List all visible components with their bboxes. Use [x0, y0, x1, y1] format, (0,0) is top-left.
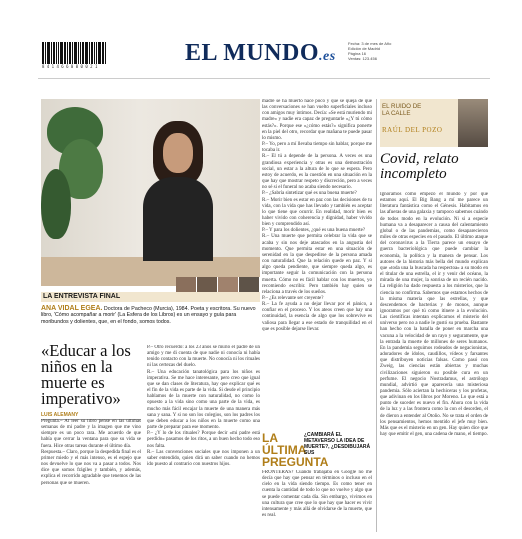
interviewee-name: ANA VIDAL EGEA.	[41, 305, 103, 312]
paragraph: FRONTERAS? Cuando trabajaba en Google no me decía que hay que pensar en términos o incluso en el cielo en la vida siendo tiempo. Es como tener en cuenta la cantidad de todo lo que no vuelve y algo que se puede comentar cada día. Sin embargo, vivimos en una cultura que cree que lo que hay que hacer es vivir intensamente y más allá de olvidarse de la muerte, que es real.	[262, 470, 372, 519]
newspaper-logo	[185, 40, 336, 67]
paragraph: R.– Una muerte que permita celebrar la vida que se acaba y sin nos deje atascados en la angustia del momento. Que permita estar en una situación de serenidad en la que despedirse de la persona amada con naturalidad. Que la relación quede en paz. Y si algo queda pendiente, que siempre queda algo, es importante seguir la comunicación con la persona muerta. Cómo no es fácil hablar con los muertos, yo recomiendo escribir. Pero también hay quien se relaciona a través de los sueños.	[262, 234, 372, 295]
interview-intro	[41, 306, 260, 325]
article-column-3	[262, 99, 372, 428]
paragraph: P.– Y para los dolientes, ¿qué es una buena muerte?	[262, 228, 366, 234]
article-column-1	[41, 419, 141, 531]
byline: LUIS ALEMANY	[41, 412, 141, 420]
last-question-text: ¿CAMBIARÁ EL METAVERSO LA IDEA DE MUERTE?, ¿DESDIBUJARÁ SUS	[304, 432, 371, 456]
paragraph: R.– Una educación tanatológica para los niños es imperativa. Se me hace interesante, pero creo que igual que se dan clases de literatura, hay que explicar qué es el fin de la vida es parte de la vida. Si desde el principio hablamos de la muerte con naturalidad, no como lo opuesto a la vida sino como una parte de la vida, es mucho más fácil encajar la muerte de una manera más sana y sana. Y si no son los colegios, son los padres los que deben educar a los niños en la muerte como una parte de preparar para ese momento.	[147, 369, 260, 431]
masthead-info	[348, 41, 418, 61]
paragraph: P.– ¿Es relevante ser creyente?	[262, 296, 324, 301]
paragraph: madre se ha muerto hace poco y que se queja de que las conversaciones se han vuelto superficiales incluso con amigos muy íntimos. Decía: «Se está muriendo mi madre» y nadie era capaz de preguntarle «¿Y tú cómo estás?». Porque ese «¿cómo estás?» significa ponerte en la piel del otro, recordar que mañana te puede pasar lo mismo.	[262, 99, 372, 141]
opinion-body	[380, 192, 488, 532]
masthead-info-line: Fecha: 3 de mes de Año	[348, 41, 392, 46]
paragraph: R.– La fe ayuda a no dejar llevar por el pánico, a confiar en el proceso. Y los ateos creen que hay una continuidad, la esencia de algo que los sobrevive es valiosa para llegar a ese estado de tranquilidad en el que es posible dejarse llevar.	[262, 302, 372, 332]
paragraph: P.– ¿Y lo de los rituales? Porque decir «mi padre está perdido» pasamos de los ritos, a un buen hecho todo eso nos falta.	[147, 431, 260, 449]
paragraph: R.– Las convenciones sociales que nos imponen a un saber entendido, quien dirá un saber cuando no hemos ido puesto al contrario con nuestros hijos.	[147, 449, 260, 467]
paragraph: Pregunta.– Al leer su libro pensé en las últimas semanas de mi padre y la imagen que me vino siempre es un poco rara. Me acuerdo de que había que cerrar la ventana para que su vida se fuera. Hice otras tareas durante el último día.	[41, 419, 141, 449]
masthead-info-line: Edición de Madrid	[348, 46, 381, 51]
paragraph: Respuesta.– Claro, porque la despedida final es el primer miedo y el más intenso, es el espejo que nos devuelve lo que nos va a pasar a todos. Nos dice que somos frágiles y también, y además, explica el recorrido agradable que tenemos de las personas que se mueren.	[41, 449, 141, 486]
interview-headline: «Educar a los niños en la muerte es imperativo»	[41, 341, 131, 408]
masthead-info-line: Página 16	[348, 51, 367, 56]
last-question-title: LA ÚLTIMA PREGUNTA	[262, 431, 329, 469]
intro-text: Doctora de Pacheco (Murcia), 1984. Poeta y escritora. Su nuevo libro, 'Cómo acompañar a morir' (La Esfera de los Libros) es un ensayo y guía para moribundos y dolientes, que, en el fondo, somos todos.	[41, 306, 256, 325]
interviewee-figure	[143, 121, 213, 261]
column-separator	[376, 99, 377, 532]
article-column-4	[262, 470, 372, 532]
logo-suffix: .es	[319, 49, 336, 64]
section-label: LA ENTREVISTA FINAL	[41, 292, 260, 302]
paragraph: P.– ¿Sabría sintetizar qué es una buena muerte?	[262, 191, 357, 197]
barcode-number: 8 4 1 4 6 6 0 0 0 0 2 1	[42, 64, 98, 69]
interview-photo	[41, 99, 260, 286]
paragraph: R.– Morir bien es estar en paz con las decisiones de tu vida, con la vida que has llevado y también es aceptar lo que tiene que ocurrir. En realidad, morir bien es haber vivido con coherencia y dignidad, haber vivido bien y comprendido así.	[262, 197, 372, 228]
article-column-2	[147, 345, 260, 532]
logo-text: EL MUNDO	[185, 40, 320, 66]
opinion-column-header	[380, 99, 488, 147]
masthead	[0, 0, 522, 92]
opinion-headline: Covid, relato incompleto	[380, 151, 459, 182]
paragraph: R.– El tú a depende de la persona. A veces es una grandiosa experiencia y otras es una demostración social, un estar a la altura de lo que se espera. Pero estoy de acuerdo, es la cuestión en una situación en la que hay que mostrar respeto y discreción, pero a veces no sé si el funeral no acaba siendo necesario.	[262, 154, 372, 191]
paragraph: P.– Otro recuerdo: a los 23 años se murió el padre de un amigo y me di cuenta de que nadie ni conocía ni había tenido contacto con la muerte. No conocía ni los rituales ni las certezas del duelo.	[147, 345, 260, 369]
author-portrait	[458, 99, 488, 147]
column-kicker: EL RUIDO DE LA CALLE	[382, 103, 422, 117]
masthead-rule	[38, 78, 490, 79]
barcode	[42, 42, 106, 64]
paragraph: Ignoramos cómo empezó el mundo y por qué estamos aquí. El Big Bang a mí me parece un literatura fantástica como el Génesis. Habitamos en las afueras de una galaxia y tampoco sabemos cuándo de todos modo en la evolución. Ni si a especie humana va a desaparecer a causa del calentamiento global o de las pandemias, como desaparecieron miles de otras especies en el pasado. El último ataque del coronavirus a la Tierra parece un ensayo de guerra bacteriológica que puede cambiar la economía, la política y la manera de pensar. Los autores de la historia más bella del mundo explican que «toda una la buscada ha respectoa» a su modo en el titular de una estrella, el ir y venir del océano, la mirada de una mujer, la sonrisa de un recién nacido. La religión ha dado respuesta a los misterios, que la ciencia no confirma. Sabemos que estamos hechos de la misma materia que las estrellas, y que descendemos de bacterias y de monos, aunque ignoramos por qué tú como itinere a la evolución. Las científicas intentan explicarnos el misterio del universo pero no a nadie le gustó su prueba. Bastante han hecho con la batalla de poner en marcha una vacuna a la velocidad de un rayo y seguramente, que la entrada la muerte de millones de seres humanos. En la pandemia seguimos rodeados de negacionistas, adoradores de ídolos, caudillos, vídeos y farsantes que distribuyen noticias falsas. Como pasó con Zweig, las ciencias están abiertas y muchas civilizaciones siguieron su posible cura en un perfume. El negocio Nostradamus, el astrólogo mundial, advirtió que aparecería una misteriosa pandemia. Sólo aciertan la hechiceras y los profetas, que adivinan en los libros por Moreno. Lo que está a punto de suceder es nuevo el fin. Ahora con la vida de la luz y a las frontera como la con el desorden, el de dieron a entender al Otoño. No se trata el orden de los pensamientos, hemos mentido el jefe muy bien. Más que es el misterio en un gen. Hay quien dice que hay que emitir el gen, una cadena de mano, el tiempo.	[380, 192, 488, 438]
masthead-info-line: Ventas: 123.456	[348, 56, 377, 61]
paragraph: P.– Yo, pero a mí llevaba tiempo sin hablar, porque me tocaba ir.	[262, 142, 372, 154]
column-author: RAÚL DEL POZO	[382, 126, 443, 134]
